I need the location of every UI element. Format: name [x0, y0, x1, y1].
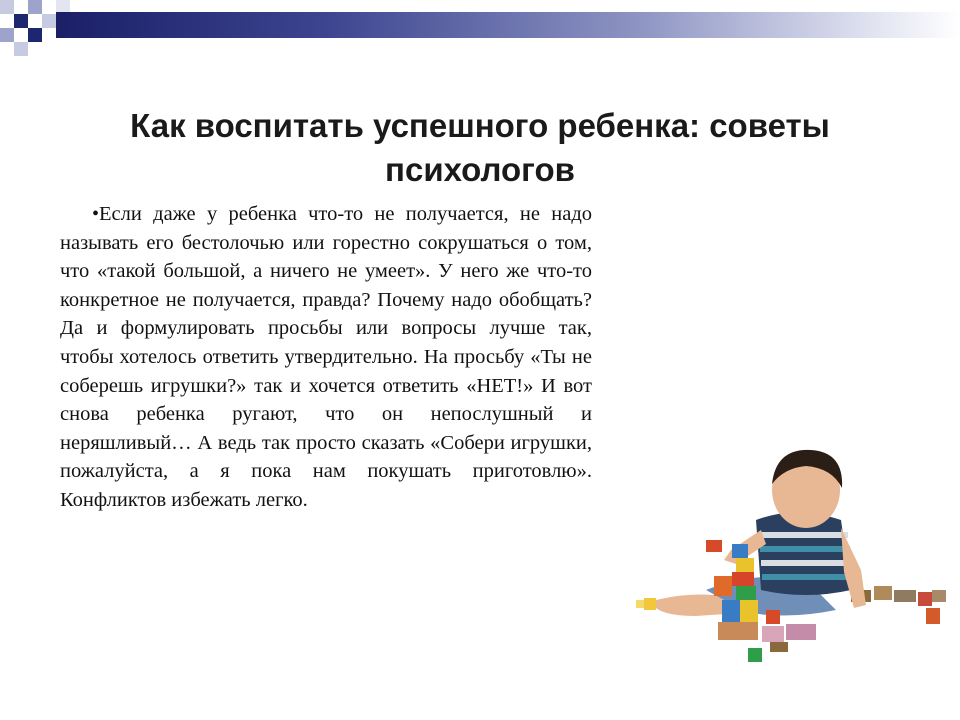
shirt-stripe	[762, 574, 850, 580]
shirt-stripe	[761, 560, 851, 566]
deco-square	[14, 42, 28, 56]
deco-square	[0, 0, 14, 14]
slide-title: Как воспитать успешного ребенка: советы психологов	[130, 107, 830, 188]
deco-square	[0, 28, 14, 42]
child-arm	[841, 528, 866, 608]
toy-block	[736, 558, 754, 572]
shirt-stripe	[760, 532, 848, 538]
child-playing-blocks-image	[636, 440, 948, 670]
deco-square	[28, 0, 42, 14]
toy-block	[874, 586, 892, 600]
toy-block	[718, 622, 758, 640]
deco-square	[42, 14, 56, 28]
toy-block	[736, 586, 756, 600]
toy-block	[748, 648, 762, 662]
toy-block	[706, 540, 722, 552]
toy-block	[894, 590, 916, 602]
toy-block	[636, 600, 644, 608]
toy-block	[740, 600, 758, 622]
toy-block	[918, 592, 932, 606]
deco-square	[14, 14, 28, 28]
toy-block	[770, 642, 788, 652]
toy-block	[786, 624, 816, 640]
deco-square	[28, 28, 42, 42]
body-paragraph: Если даже у ребенка что-то не получается, не надо называть его бестолочью или горестно сокрушаться о том, что «такой большой, а ничего не умеет». У него же что-то конкретное не получается, правда? Почему надо обобщать? Да и формулировать просьбы или вопросы лучше так, чтобы хотелось ответить утвердительно. На просьбу «Ты не соберешь игрушки?» так и хочется ответить «НЕТ!» И вот снова ребенка ругают, что он непослушный и неряшливый… А ведь так просто сказать «Собери игрушки, пожалуйста, а я пока нам покушать приготовлю». Конфликтов избежать легко.	[60, 203, 592, 511]
toy-block	[714, 576, 732, 596]
toy-block	[722, 600, 740, 622]
deco-square	[56, 0, 70, 12]
toy-block	[732, 544, 748, 558]
toy-block	[766, 610, 780, 624]
bullet-marker: •	[92, 203, 100, 225]
slide-body-text	[60, 200, 592, 515]
shirt-stripe	[760, 546, 850, 552]
toy-block	[932, 590, 946, 602]
header-gradient-bar	[56, 12, 960, 38]
toy-block	[926, 608, 940, 624]
toy-block	[732, 572, 754, 586]
toy-block	[762, 626, 784, 642]
toy-block	[644, 598, 656, 610]
